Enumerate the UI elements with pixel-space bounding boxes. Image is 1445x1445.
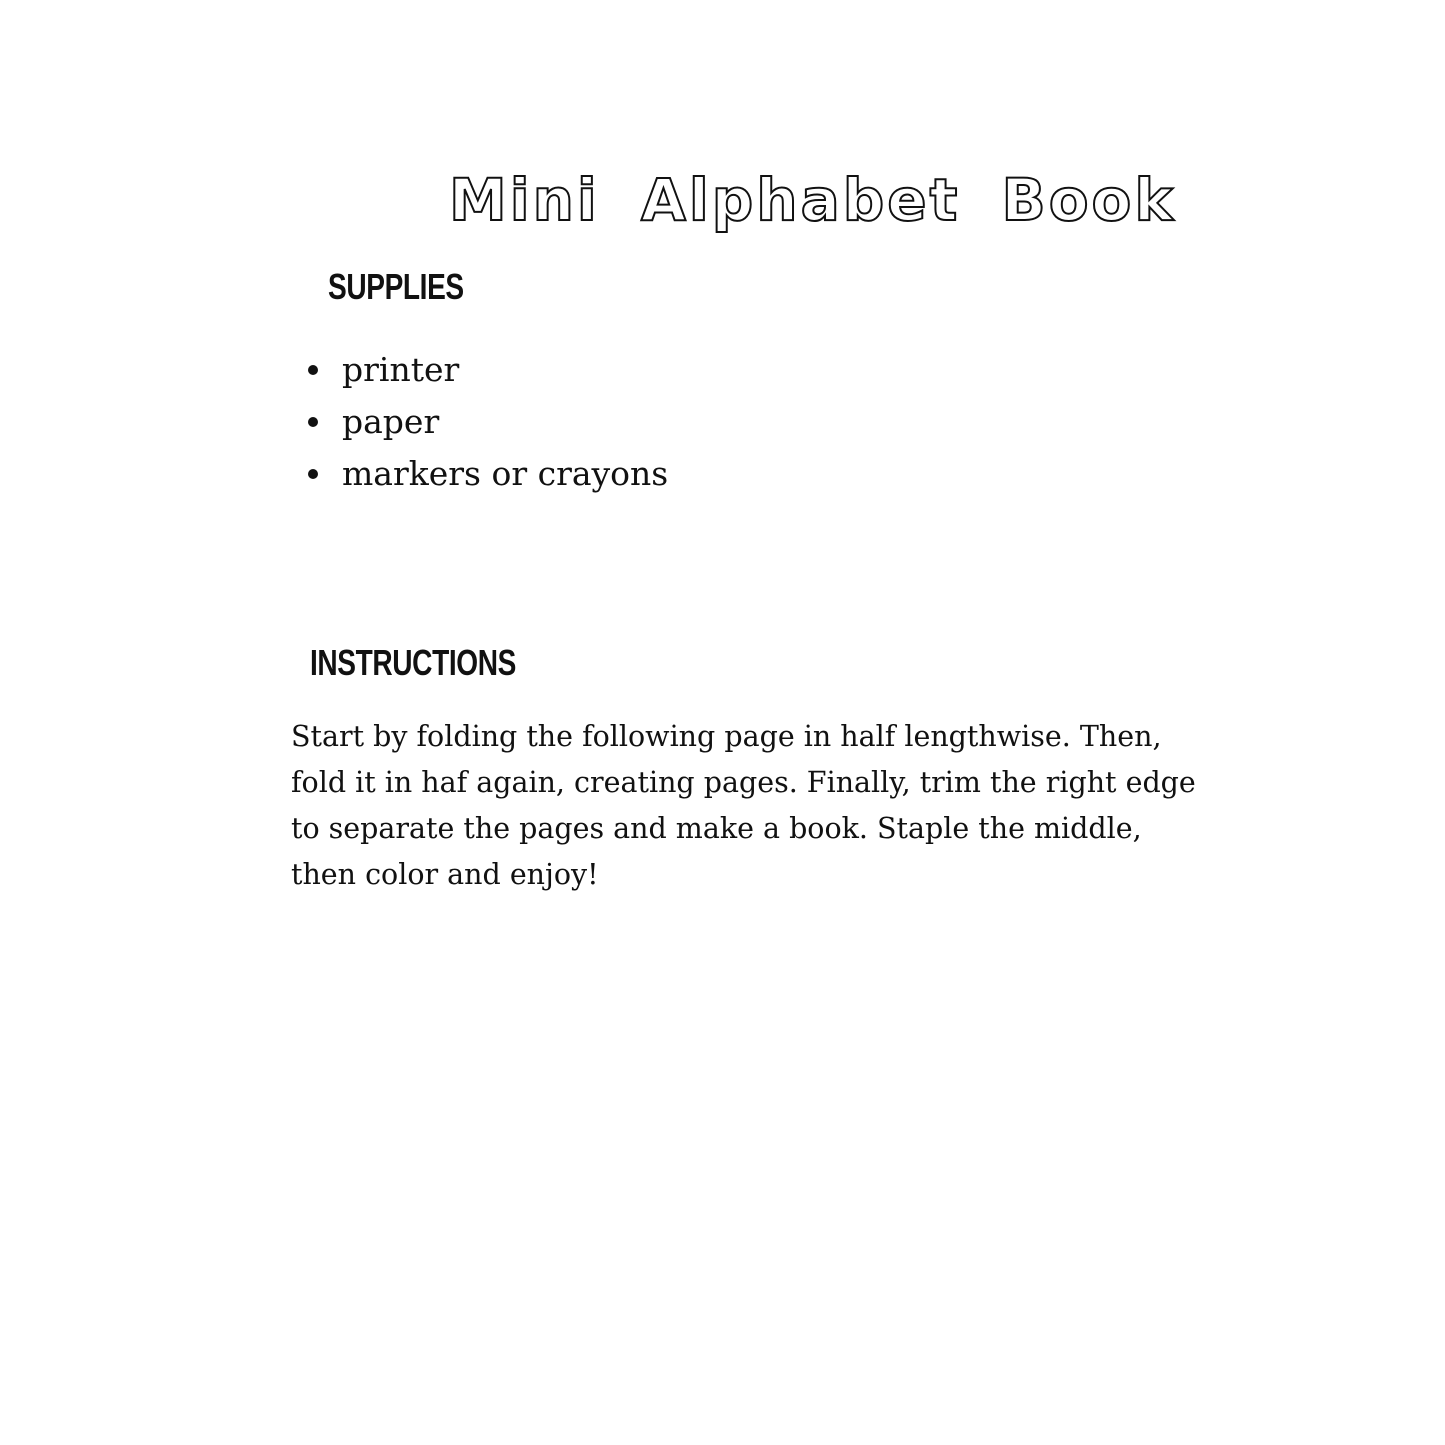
list-item xyxy=(302,448,668,500)
instructions-heading: INSTRUCTIONS xyxy=(310,642,516,683)
bullet-icon xyxy=(308,365,318,375)
supplies-heading: SUPPLIES xyxy=(328,266,464,307)
bullet-icon xyxy=(308,469,318,479)
list-item xyxy=(302,396,668,448)
list-item xyxy=(302,344,668,396)
bullet-icon xyxy=(308,417,318,427)
supplies-list xyxy=(302,344,668,500)
supply-item-label: markers or crayons xyxy=(342,454,669,493)
instructions-paragraph: Start by folding the following page in half lengthwise. Then, fold it in haf again, creating pages. Finally, trim the right edge to separate the pages and make a book. Staple the middle, then color and enjoy! xyxy=(291,720,1196,891)
supply-item-label: printer xyxy=(342,350,460,389)
page-title: Mini Alphabet Book xyxy=(449,166,1176,234)
supply-item-label: paper xyxy=(342,402,440,441)
